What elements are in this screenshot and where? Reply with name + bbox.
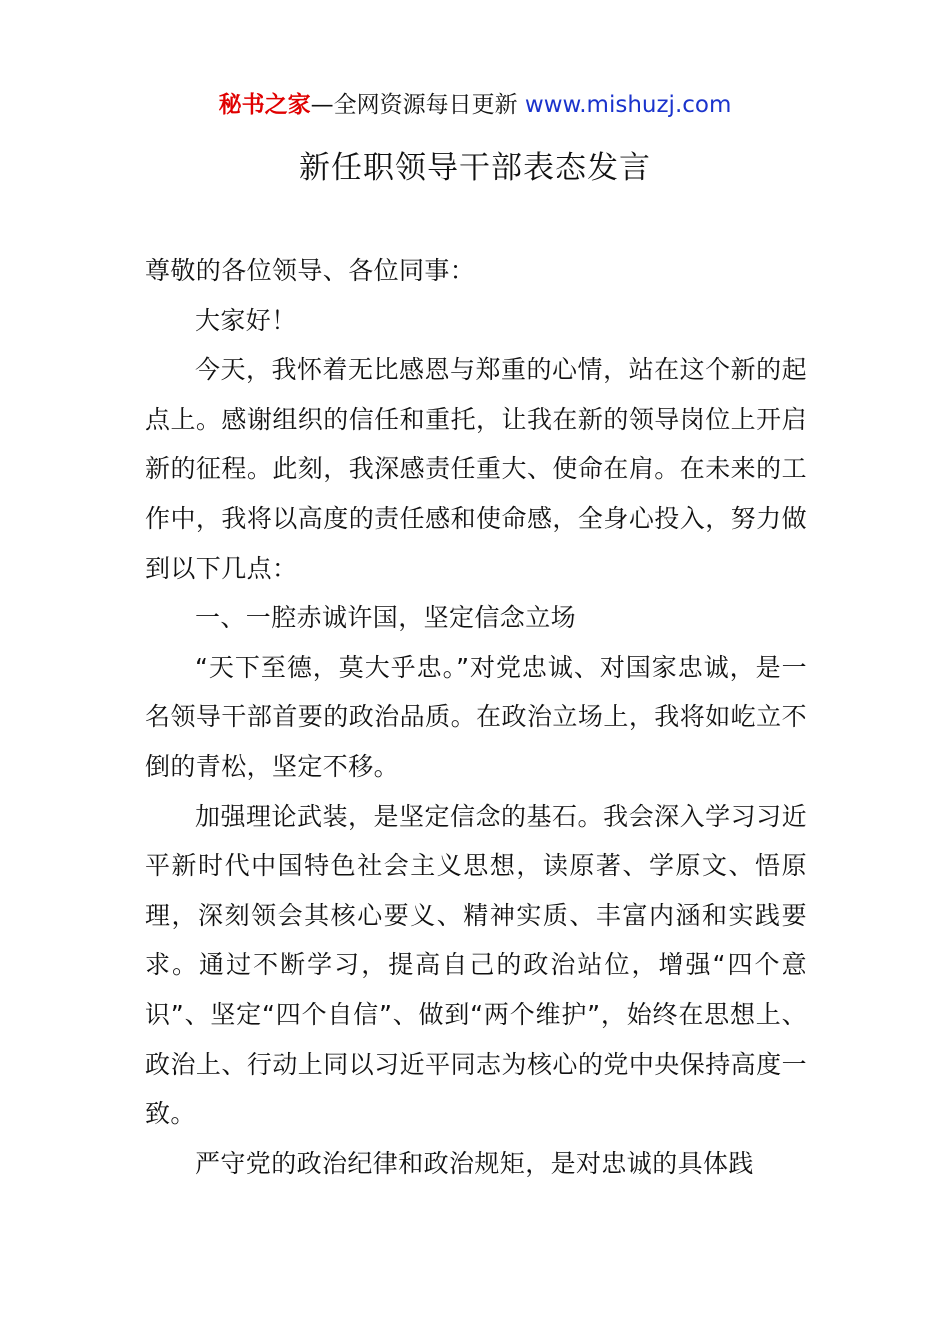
header-tagline: —全网资源每日更新: [310, 92, 525, 118]
document-title: 新任职领导干部表态发言: [299, 150, 651, 186]
brand-name: 秘书之家: [218, 92, 311, 118]
paragraph-loyalty: “天下至德，莫大乎忠。”对党忠诚、对国家忠诚，是一名领导干部首要的政治品质。在政治立场上，我将如屹立不倒的青松，坚定不移。: [145, 652, 807, 781]
salutation: 尊敬的各位领导、各位同事：: [145, 256, 476, 285]
site-url[interactable]: www.mishuzj.com: [524, 92, 732, 118]
document-body: [145, 246, 807, 1188]
site-header: [0, 88, 950, 122]
section-heading-1: 一、一腔赤诚许国，坚定信念立场: [195, 603, 577, 633]
paragraph-intro: 今天，我怀着无比感恩与郑重的心情，站在这个新的起点上。感谢组织的信任和重托，让我在新的领导岗位上开启新的征程。此刻，我深感责任重大、使命在肩。在未来的工作中，我将以高度的责任感和使命感，全身心投入，努力做到以下几点：: [145, 355, 807, 583]
paragraph-greeting: 大家好！: [195, 305, 297, 335]
paragraph-discipline: 严守党的政治纪律和政治规矩，是对忠诚的具体践: [195, 1148, 754, 1178]
paragraph-theory: 加强理论武装，是坚定信念的基石。我会深入学习习近平新时代中国特色社会主义思想，读原著、学原文、悟原理，深刻领会其核心要义、精神实质、丰富内涵和实践要求。通过不断学习，提高自己的政治站位，增强“四个意识”、坚定“四个自信”、做到“两个维护”，始终在思想上、政治上、行动上同以习近平同志为核心的党中央保持高度一致。: [145, 801, 807, 1129]
